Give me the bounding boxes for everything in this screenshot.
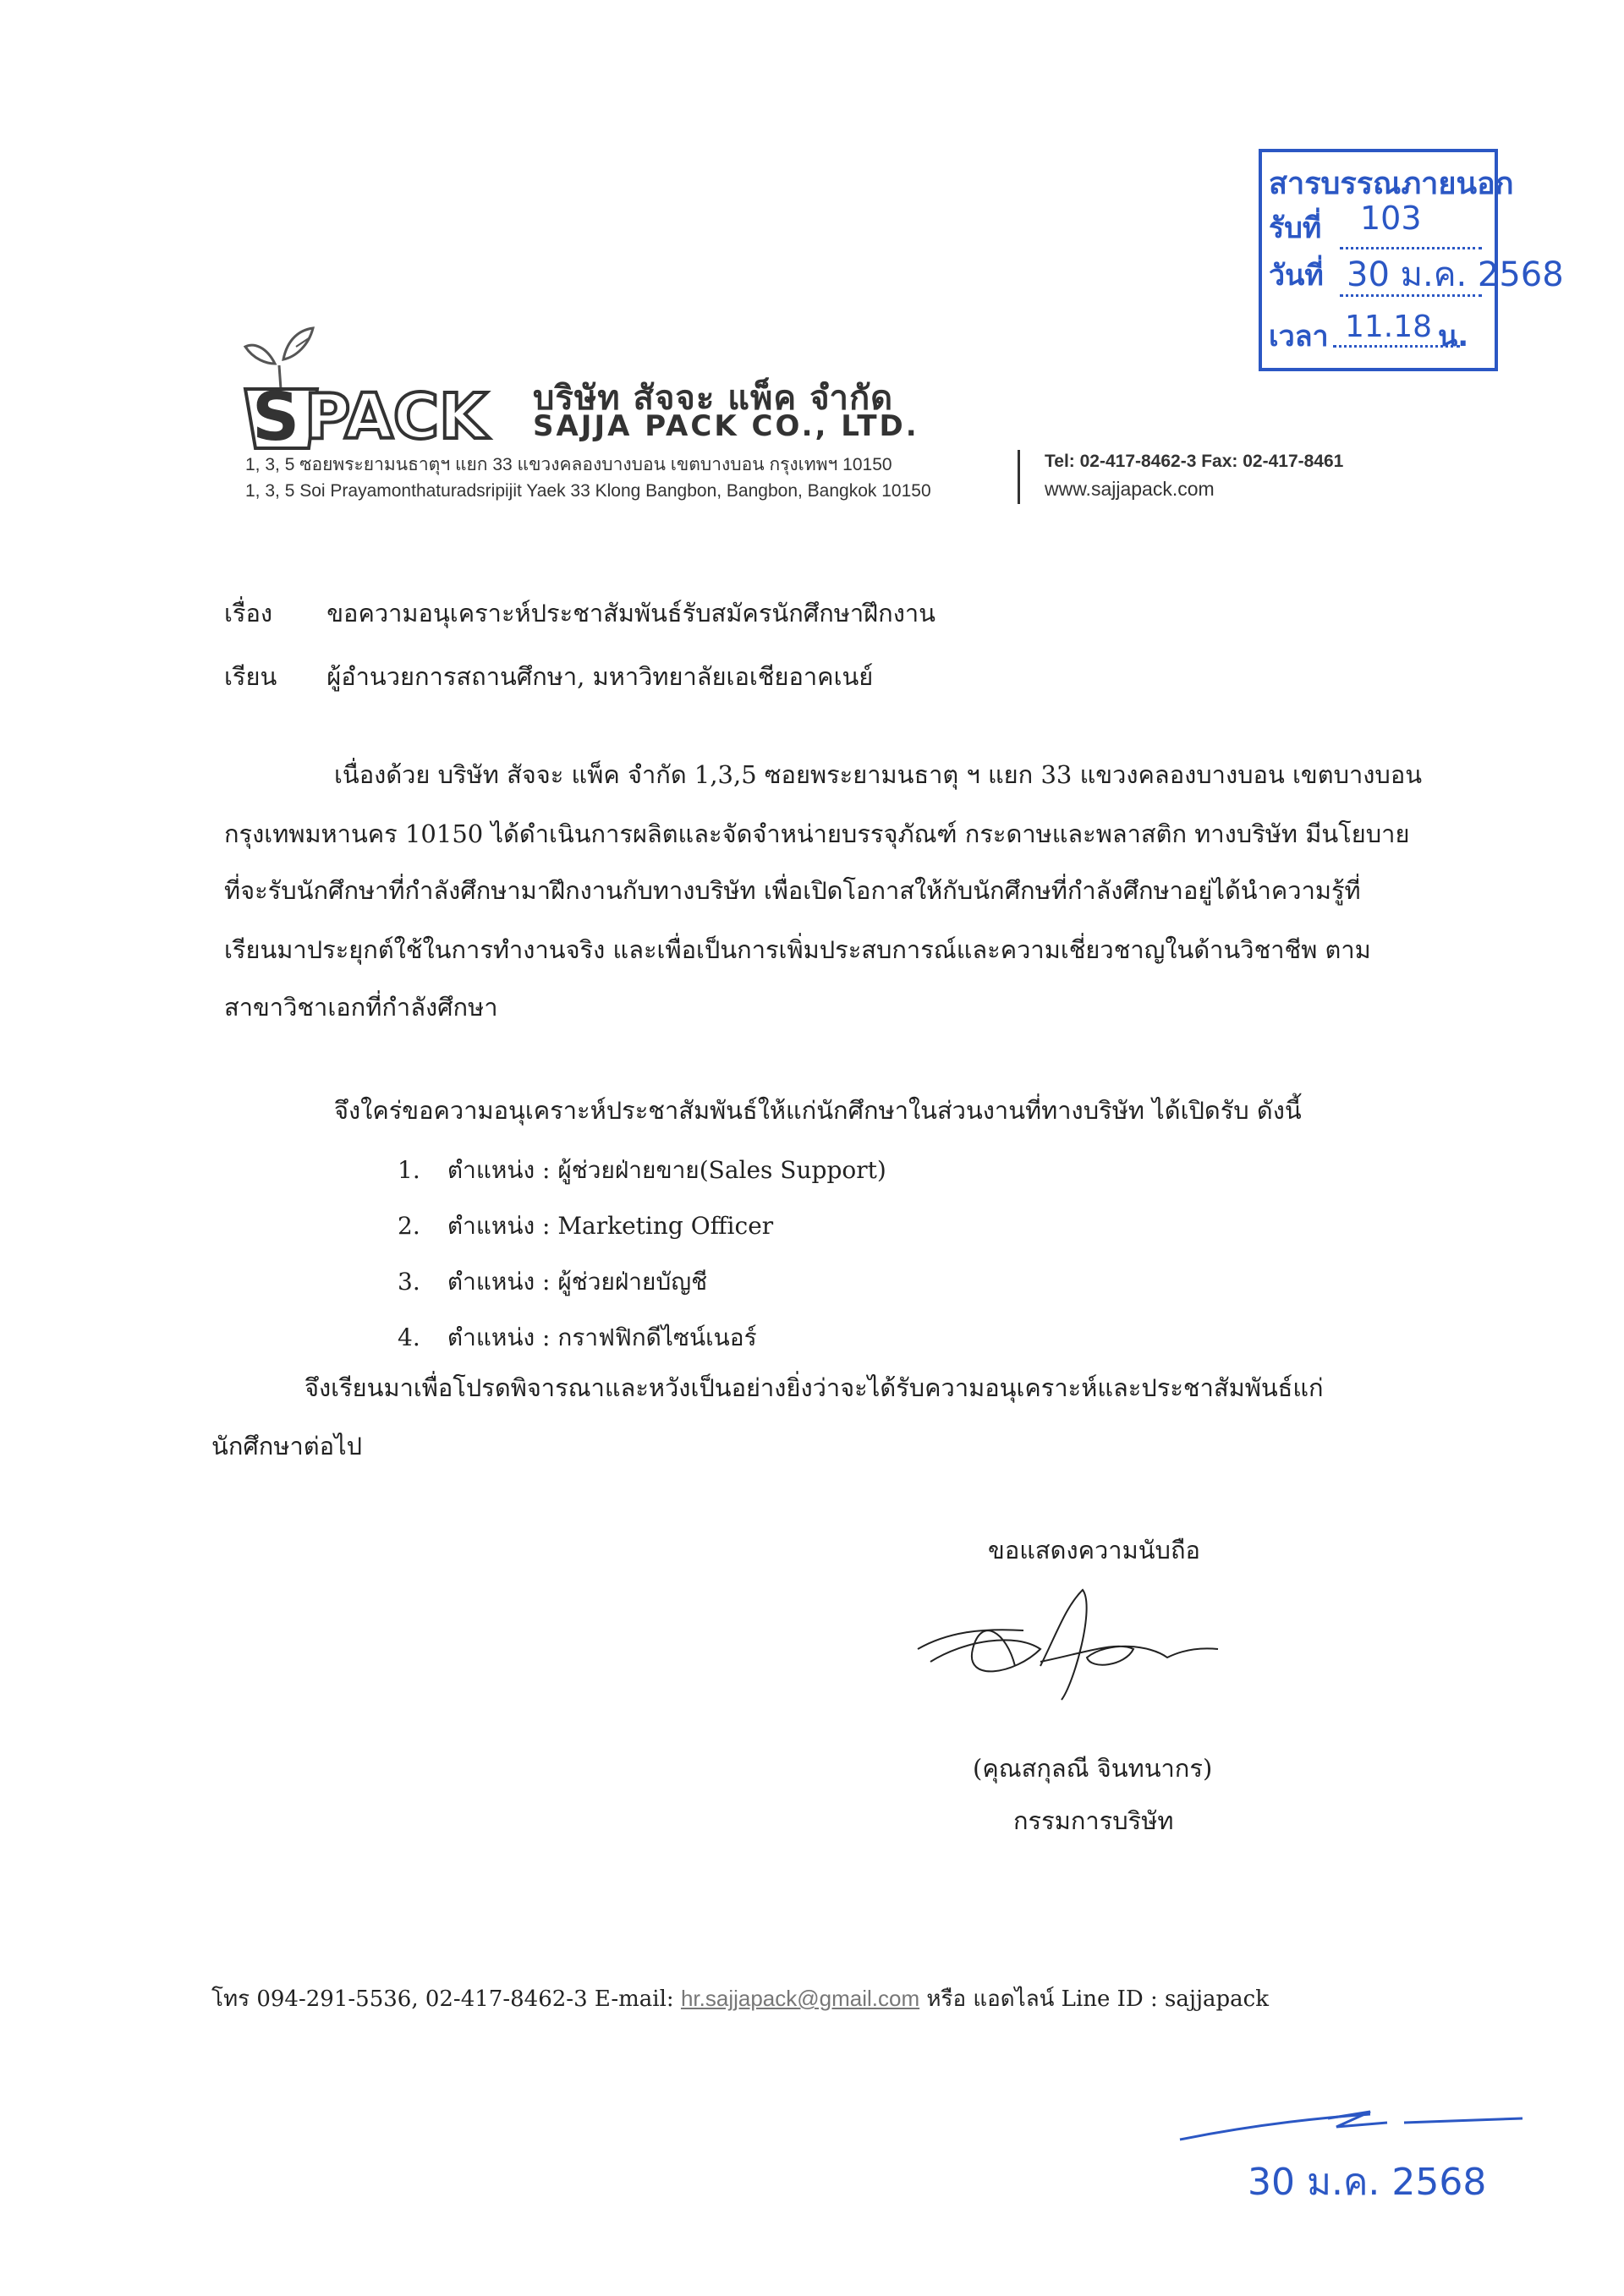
- company-contact: [1045, 448, 1343, 502]
- company-address: [245, 452, 931, 504]
- position-item: [398, 1208, 773, 1245]
- stamp-time-suffix: น.: [1438, 320, 1469, 353]
- signatory-name: (คุณสกุลณี จินทนากร): [973, 1754, 1213, 1783]
- stamp-date-row: [1269, 252, 1564, 298]
- subject-row: [224, 594, 935, 633]
- position-text: ตำแหน่ง : กราฟฟิกดีไซน์เนอร์: [447, 1323, 757, 1351]
- receipt-initials: [1176, 2101, 1531, 2152]
- address-english: 1, 3, 5 Soi Prayamonthaturadsripijit Yaek 33 Klong Bangbon, Bangbon, Bangkok 10150: [245, 481, 931, 501]
- position-item: [398, 1152, 886, 1189]
- stamp-dots: [1340, 294, 1482, 297]
- recipient-text: ผู้อำนวยการสถานศึกษา, มหาวิทยาลัยเอเชียอาคเนย์: [326, 662, 874, 691]
- stamp-received-row: [1269, 200, 1422, 250]
- position-text: ตำแหน่ง : ผู้ช่วยฝ่ายขาย(Sales Support): [447, 1156, 886, 1184]
- position-number: 2.: [398, 1212, 420, 1240]
- footer-line-id: หรือ แอดไลน์ Line ID : sajjapack: [926, 1986, 1269, 2012]
- stamp-dots: [1333, 345, 1460, 348]
- stamp-received-label: รับที่: [1269, 211, 1322, 245]
- signatory-title: กรรมการบริษัท: [1013, 1806, 1174, 1835]
- stamp-time-value: 11.18: [1345, 310, 1433, 344]
- company-logo: [237, 313, 508, 457]
- position-number: 4.: [398, 1323, 420, 1351]
- received-stamp: [1259, 149, 1564, 371]
- svg-text:PACK: PACK: [304, 381, 488, 453]
- position-number: 3.: [398, 1268, 420, 1296]
- paragraph-1-line: สาขาวิชาเอกที่กำลังศึกษา: [224, 993, 498, 1022]
- paragraph-1-line: เรียนมาประยุกต์ใช้ในการทำงานจริง และเพื่อเป็นการเพิ่มประสบการณ์และความเชี่ยวชาญในด้านวิชาชีพ ตาม: [224, 935, 1371, 964]
- paragraph-2: จึงใคร่ขอความอนุเคราะห์ประชาสัมพันธ์ให้แก่นักศึกษาในส่วนงานที่ทางบริษัท ได้เปิดรับ ดังนี้: [334, 1096, 1302, 1125]
- footer-phone: โทร 094-291-5536, 02-417-8462-3 E-mail:: [211, 1986, 674, 2012]
- company-name-english: SAJJA PACK CO., LTD.: [533, 409, 919, 443]
- stamp-title: สารบรรณภายนอก: [1269, 167, 1514, 201]
- position-number: 1.: [398, 1156, 420, 1184]
- footer-email-link[interactable]: hr.sajjapack@gmail.com: [680, 1986, 920, 2011]
- paragraph-1-line: เนื่องด้วย บริษัท สัจจะ แพ็ค จำกัด 1,3,5 ซอยพระยามนธาตุ ฯ แยก 33 แขวงคลองบางบอน เขตบางบอน: [334, 760, 1423, 789]
- subject-text: ขอความอนุเคราะห์ประชาสัมพันธ์รับสมัครนักศึกษาฝึกงาน: [326, 599, 935, 627]
- footer-contact: [211, 1981, 1269, 2016]
- stamp-date-value: 30 ม.ค. 2568: [1347, 255, 1564, 294]
- paragraph-1-line: กรุงเทพมหานคร 10150 ได้ดำเนินการผลิตและจัดจำหน่ายบรรจุภัณฑ์ กระดาษและพลาสติก ทางบริษัท มีนโยบาย: [224, 819, 1410, 848]
- signature: [914, 1581, 1269, 1725]
- paragraph-3-line: นักศึกษาต่อไป: [211, 1432, 362, 1460]
- stamp-time-row: [1269, 310, 1469, 359]
- recipient-label: เรียน: [224, 662, 277, 691]
- closing-regards: ขอแสดงความนับถือ: [988, 1536, 1200, 1564]
- company-name-thai: บริษัท สัจจะ แพ็ค จำกัด: [533, 379, 894, 418]
- subject-label: เรื่อง: [224, 599, 273, 627]
- recipient-row: [224, 657, 873, 696]
- stamp-time-label: เวลา: [1269, 320, 1329, 353]
- address-thai: 1, 3, 5 ซอยพระยามนธาตุฯ แยก 33 แขวงคลองบางบอน เขตบางบอน กรุงเทพฯ 10150: [245, 455, 892, 474]
- tel-fax: Tel: 02-417-8462-3 Fax: 02-417-8461: [1045, 452, 1344, 471]
- paragraph-3-line: จึงเรียนมาเพื่อโปรดพิจารณาและหวังเป็นอย่างยิ่งว่าจะได้รับความอนุเคราะห์และประชาสัมพันธ์แก่: [304, 1373, 1324, 1402]
- website-link[interactable]: www.sajjapack.com: [1045, 478, 1215, 500]
- position-item: [398, 1263, 707, 1301]
- stamp-date-label: วันที่: [1269, 259, 1324, 293]
- position-item: [398, 1319, 757, 1356]
- position-text: ตำแหน่ง : ผู้ช่วยฝ่ายบัญชี: [447, 1268, 708, 1296]
- letterhead-divider: [1018, 450, 1020, 504]
- position-text: ตำแหน่ง : Marketing Officer: [447, 1212, 774, 1240]
- svg-text:S: S: [252, 380, 300, 456]
- received-date-handwritten: 30 ม.ค. 2568: [1248, 2161, 1487, 2204]
- paragraph-1-line: ที่จะรับนักศึกษาที่กำลังศึกษามาฝึกงานกับทางบริษัท เพื่อเปิดโอกาสให้กับนักศึกษที่กำลังศึกษาอยู่ได้นำความรู้ที่: [224, 876, 1361, 905]
- stamp-received-number: 103: [1360, 200, 1422, 237]
